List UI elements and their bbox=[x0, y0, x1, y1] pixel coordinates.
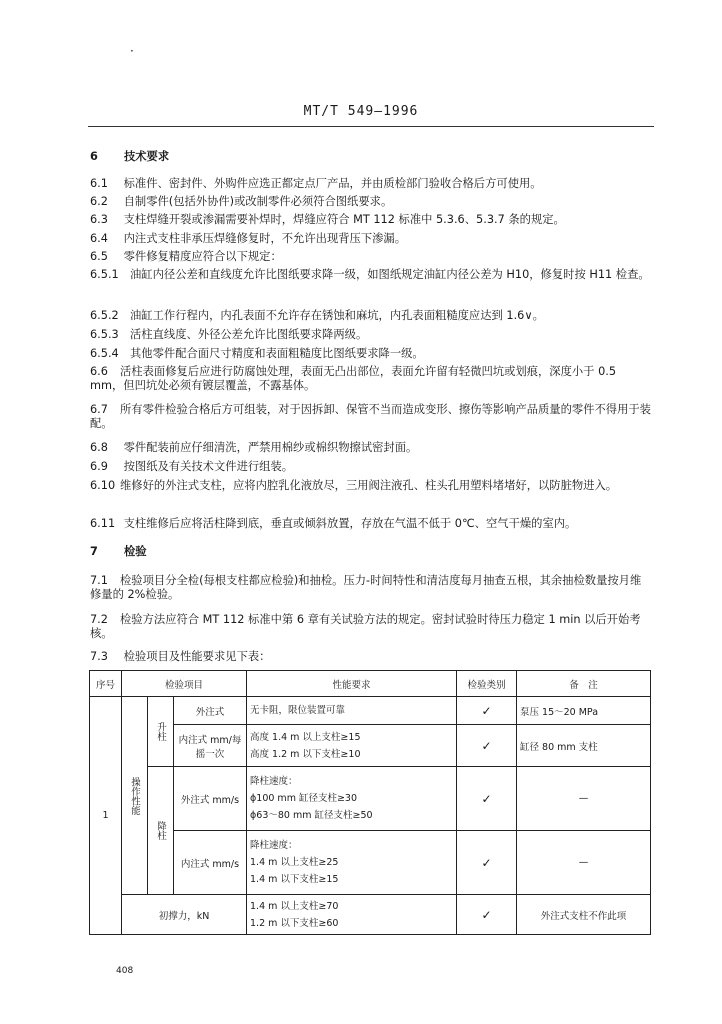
seq-cell: 1 bbox=[90, 697, 122, 935]
perf-line: ϕ100 mm 缸径支柱≥30 bbox=[250, 793, 358, 804]
sub-down-cell: 降柱 bbox=[148, 767, 174, 895]
clause-6-4 bbox=[90, 232, 652, 246]
row-type: ✓ bbox=[457, 725, 517, 767]
clause-text: 活柱直线度、外径公差允许比图纸要求降两级。 bbox=[130, 328, 368, 341]
clause-text: 其他零件配合面尺寸精度和表面粗糙度比图纸要求降一级。 bbox=[130, 347, 424, 360]
section-title: 技术要求 bbox=[123, 150, 170, 163]
row-note: — bbox=[517, 831, 651, 895]
table-row bbox=[90, 895, 651, 935]
perf-line: 1.4 m 以上支柱≥70 bbox=[250, 900, 339, 912]
clause-number: 6.10 bbox=[90, 479, 116, 492]
category-cell: 操作性能 bbox=[122, 697, 148, 895]
clause-text: 按图纸及有关技术文件进行组装。 bbox=[123, 460, 294, 473]
row-note: 泵压 15～20 MPa bbox=[517, 697, 651, 725]
clause-number: 6.4 bbox=[90, 232, 108, 245]
clause-number: 7.2 bbox=[90, 613, 108, 626]
row-item: 外注式 bbox=[174, 697, 247, 725]
clause-number: 6.7 bbox=[90, 403, 108, 416]
perf-line: 无卡阻，限位装置可靠 bbox=[250, 705, 346, 716]
row-perf bbox=[247, 697, 457, 725]
inspection-table bbox=[89, 670, 651, 935]
table-header-row bbox=[90, 671, 651, 697]
header-perf: 性能要求 bbox=[247, 671, 457, 697]
clause-text: 零件配装前应仔细清洗，严禁用棉纱或棉织物擦试密封面。 bbox=[123, 441, 418, 454]
clause-6-5 bbox=[90, 250, 652, 264]
row-perf bbox=[247, 767, 457, 831]
perf-line: 降柱速度： bbox=[250, 840, 298, 851]
clause-text: 检验方法应符合 MT 112 标准中第 6 章有关试验方法的规定。密封试验时待压力稳定 1 min 以后开始考核。 bbox=[90, 613, 641, 640]
clause-7-2 bbox=[90, 613, 652, 641]
row-perf bbox=[247, 725, 457, 767]
clause-number: 7.3 bbox=[90, 650, 108, 663]
clause-number: 6.11 bbox=[90, 517, 116, 530]
clause-text: 活柱表面修复后应进行防腐蚀处理，表面无凸出部位，表面允许留有轻微凹坑或划痕，深度小于 0.5 mm，但凹坑处必须有镀层覆盖，不露基体。 bbox=[90, 365, 617, 392]
clause-number: 6.8 bbox=[90, 441, 108, 454]
clause-number: 6.2 bbox=[90, 195, 108, 208]
clause-text: 检验项目分全检(每根支柱都应检验)和抽检。压力-时间特性和清洁度每月抽查五根，其余抽检数量按月维修量的 2%检验。 bbox=[90, 574, 642, 601]
perf-line: 高度 1.4 m 以上支柱≥15 bbox=[250, 731, 361, 743]
row-type: ✓ bbox=[457, 697, 517, 725]
table-row bbox=[90, 767, 651, 831]
row-type: ✓ bbox=[457, 895, 517, 935]
perf-line: 1.4 m 以上支柱≥25 bbox=[250, 857, 339, 868]
clause-6-5-2 bbox=[90, 309, 652, 323]
clause-6-7 bbox=[90, 403, 652, 431]
header-seq: 序号 bbox=[90, 671, 122, 697]
header-type: 检验类别 bbox=[457, 671, 517, 697]
section-6-heading bbox=[90, 150, 652, 164]
row-note: — bbox=[517, 767, 651, 831]
clause-text: 检验项目及性能要求见下表： bbox=[123, 650, 271, 663]
row-type: ✓ bbox=[457, 831, 517, 895]
clause-6-11 bbox=[90, 517, 652, 531]
clause-number: 6.1 bbox=[90, 177, 108, 190]
clause-6-2 bbox=[90, 195, 652, 209]
section-number: 7 bbox=[90, 545, 98, 558]
clause-text: 内注式支柱非承压焊缝修复时，不允许出现背压下渗漏。 bbox=[123, 232, 407, 245]
table-row bbox=[90, 831, 651, 895]
clause-6-5-4 bbox=[90, 347, 652, 361]
clause-number: 6.6 bbox=[90, 365, 108, 378]
clause-text: 标准件、密封件、外购件应选正都定点厂产品，并由质检部门验收合格后方可使用。 bbox=[123, 177, 542, 190]
clause-number: 6.5.4 bbox=[90, 347, 119, 360]
clause-text: 油缸内径公差和直线度允许比图纸要求降一级，如图纸规定油缸内径公差为 H10，修复时按 H11 检查。 bbox=[130, 268, 650, 281]
standard-header: MT/T 549—1996 bbox=[303, 104, 419, 119]
clause-number: 6.5.3 bbox=[90, 328, 119, 341]
clause-text: 维修好的外注式支柱，应将内腔乳化液放尽，三用阀注液孔、柱头孔用塑料堵堵好，以防脏物进入。 bbox=[120, 479, 618, 492]
page-number: 408 bbox=[116, 966, 134, 976]
clause-text: 油缸工作行程内，内孔表面不允许存在锈蚀和麻坑，内孔表面粗糙度应达到 1.6∨。 bbox=[130, 309, 544, 322]
clause-6-10 bbox=[90, 479, 652, 493]
clause-number: 6.5.1 bbox=[90, 268, 119, 281]
row-item: 内注式 mm/s bbox=[174, 831, 247, 895]
clause-6-9 bbox=[90, 460, 652, 474]
clause-text: 所有零件检验合格后方可组装，对于因拆卸、保管不当而造成变形、擦伤等影响产品质量的零件不得用于装配。 bbox=[90, 403, 651, 430]
clause-6-8 bbox=[90, 441, 652, 455]
clause-6-3 bbox=[90, 213, 652, 227]
clause-number: 6.5.2 bbox=[90, 309, 119, 322]
clause-text: 支柱焊缝开裂或渗漏需要补焊时，焊缝应符合 MT 112 标准中 5.3.6、5.3.7 条的规定。 bbox=[123, 213, 565, 226]
row-item: 初撑力，kN bbox=[122, 895, 247, 935]
section-title: 检验 bbox=[123, 545, 147, 558]
perf-line: 降柱速度： bbox=[250, 776, 298, 787]
row-perf bbox=[247, 831, 457, 895]
table-row bbox=[90, 725, 651, 767]
section-7-heading bbox=[90, 545, 652, 559]
clause-6-1 bbox=[90, 177, 652, 191]
clause-text: 支柱维修后应将活柱降到底，垂直或倾斜放置，存放在气温不低于 0℃、空气干燥的室内。 bbox=[123, 517, 577, 530]
section-number: 6 bbox=[90, 150, 98, 163]
row-note: 外注式支柱不作此项 bbox=[517, 895, 651, 935]
perf-line: 1.4 m 以下支柱≥15 bbox=[250, 874, 339, 885]
row-type: ✓ bbox=[457, 767, 517, 831]
clause-6-5-1 bbox=[90, 268, 652, 282]
clause-7-1 bbox=[90, 574, 652, 602]
clause-6-6 bbox=[90, 365, 652, 393]
clause-number: 6.9 bbox=[90, 460, 108, 473]
row-perf bbox=[247, 895, 457, 935]
clause-7-3 bbox=[90, 650, 652, 664]
row-item: 外注式 mm/s bbox=[174, 767, 247, 831]
row-note: 缸径 80 mm 支柱 bbox=[517, 725, 651, 767]
top-mark: · bbox=[130, 44, 134, 58]
perf-line: 1.2 m 以下支柱≥60 bbox=[250, 917, 339, 929]
clause-number: 6.5 bbox=[90, 250, 108, 263]
clause-text: 零件修复精度应符合以下规定： bbox=[123, 250, 282, 263]
clause-6-5-3 bbox=[90, 328, 652, 342]
perf-line: ϕ63～80 mm 缸径支柱≥50 bbox=[250, 810, 373, 821]
row-item: 内注式 mm/每摇一次 bbox=[174, 725, 247, 767]
header-rule bbox=[88, 126, 654, 127]
clause-text: 自制零件(包括外协件)或改制零件必须符合图纸要求。 bbox=[123, 195, 393, 208]
perf-line: 高度 1.2 m 以下支柱≥10 bbox=[250, 748, 361, 760]
header-item: 检验项目 bbox=[122, 671, 247, 697]
clause-number: 6.3 bbox=[90, 213, 108, 226]
header-note: 备 注 bbox=[517, 671, 651, 697]
table-row bbox=[90, 697, 651, 725]
sub-up-cell: 升柱 bbox=[148, 697, 174, 767]
clause-number: 7.1 bbox=[90, 574, 108, 587]
